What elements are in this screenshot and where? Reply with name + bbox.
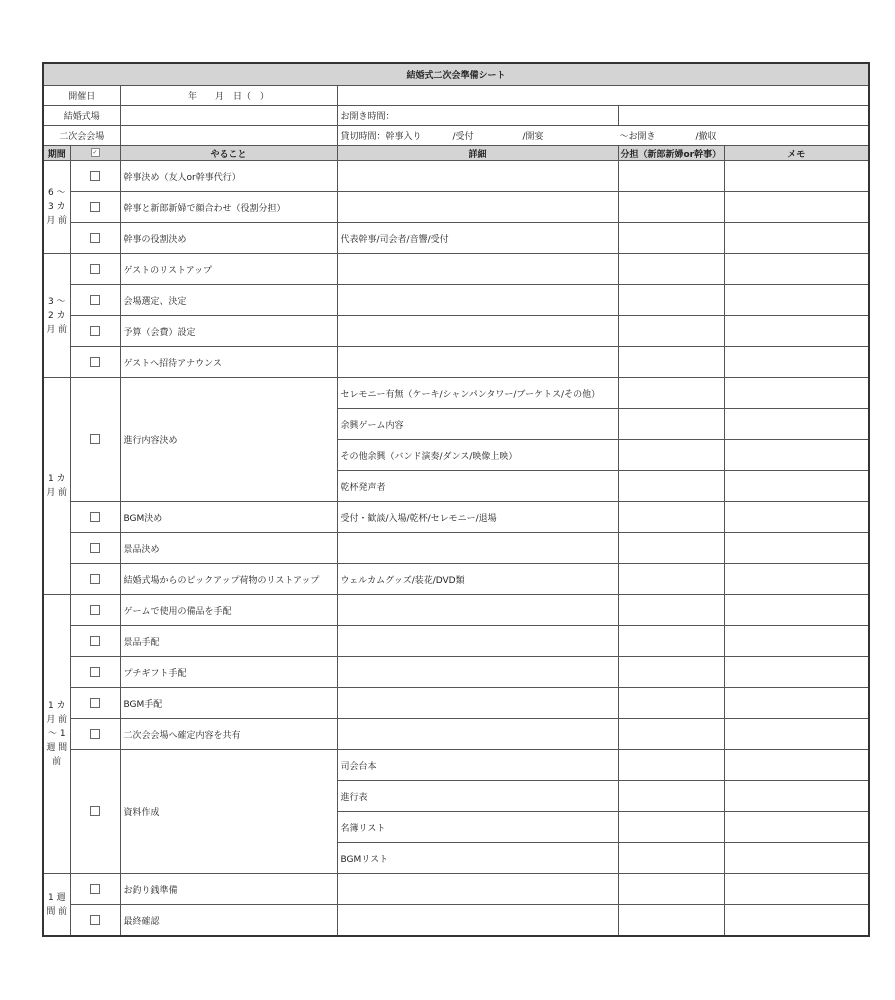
- rental-time-field[interactable]: [337, 126, 869, 146]
- preparation-sheet-table: [42, 62, 870, 937]
- assignee-cell[interactable]: [618, 657, 724, 688]
- assignee-cell[interactable]: [618, 471, 724, 502]
- memo-cell[interactable]: [724, 409, 869, 440]
- assignee-cell[interactable]: [618, 533, 724, 564]
- assignee-cell[interactable]: [618, 378, 724, 409]
- checkbox[interactable]: [90, 915, 100, 925]
- assignee-cell[interactable]: [618, 905, 724, 937]
- memo-cell[interactable]: [724, 874, 869, 905]
- date-label: 開催日: [43, 86, 120, 106]
- table-row: [43, 502, 869, 533]
- task-cell: ゲストのリストアップ: [120, 254, 337, 285]
- table-row: [43, 564, 869, 595]
- table-row: [43, 750, 869, 781]
- assignee-cell[interactable]: [618, 626, 724, 657]
- detail-cell[interactable]: 司会台本: [337, 750, 618, 781]
- column-header-period: 期間: [43, 146, 70, 161]
- detail-cell[interactable]: セレモニー有無（ケーキ/シャンパンタワー/ブーケトス/その他）: [337, 378, 618, 409]
- checkbox-cell[interactable]: [70, 533, 120, 564]
- detail-cell[interactable]: [337, 719, 618, 750]
- task-cell: 資料作成: [120, 750, 337, 874]
- memo-cell[interactable]: [724, 843, 869, 874]
- date-field[interactable]: 年 月 日（ ）: [120, 86, 337, 106]
- assignee-cell[interactable]: [618, 781, 724, 812]
- memo-cell[interactable]: [724, 161, 869, 192]
- party-venue-field[interactable]: [120, 126, 337, 146]
- assignee-cell[interactable]: [618, 564, 724, 595]
- column-header-row: [43, 146, 869, 161]
- assignee-cell[interactable]: [618, 285, 724, 316]
- memo-cell[interactable]: [724, 378, 869, 409]
- period-cell: 6 〜 3 カ 月 前: [43, 161, 70, 254]
- checkbox[interactable]: [90, 434, 100, 444]
- checkbox[interactable]: [90, 806, 100, 816]
- checkbox-cell[interactable]: [70, 161, 120, 192]
- assignee-cell[interactable]: [618, 874, 724, 905]
- table-row: [43, 285, 869, 316]
- assignee-cell[interactable]: [618, 502, 724, 533]
- detail-cell[interactable]: 名簿リスト: [337, 812, 618, 843]
- table-row: [43, 533, 869, 564]
- ohiraki-time-label: お開き時間：: [337, 106, 618, 126]
- memo-cell[interactable]: [724, 564, 869, 595]
- detail-cell[interactable]: [337, 316, 618, 347]
- assignee-cell[interactable]: [618, 347, 724, 378]
- detail-cell[interactable]: [337, 595, 618, 626]
- checkbox[interactable]: [90, 326, 100, 336]
- detail-cell[interactable]: ウェルカムグッズ/装花/DVD類: [337, 564, 618, 595]
- checkbox-cell[interactable]: [70, 254, 120, 285]
- column-header-memo: メモ: [724, 146, 869, 161]
- detail-cell[interactable]: その他余興（バンド演奏/ダンス/映像上映）: [337, 440, 618, 471]
- checkbox-cell[interactable]: [70, 378, 120, 502]
- teardown-time-label: /撤収: [695, 132, 717, 142]
- task-cell: 進行内容決め: [120, 378, 337, 502]
- detail-cell[interactable]: [337, 905, 618, 937]
- detail-cell[interactable]: [337, 254, 618, 285]
- checkbox[interactable]: [90, 233, 100, 243]
- assignee-cell[interactable]: [618, 409, 724, 440]
- checkbox[interactable]: [90, 698, 100, 708]
- memo-cell[interactable]: [724, 316, 869, 347]
- table-row: [43, 161, 869, 192]
- wedding-venue-label: 結婚式場: [43, 106, 120, 126]
- period-cell: 1 カ 月 前 〜 1 週 間 前: [43, 595, 70, 874]
- table-row: [43, 905, 869, 937]
- checkbox-cell[interactable]: [70, 595, 120, 626]
- memo-cell[interactable]: [724, 719, 869, 750]
- task-cell: 幹事決め（友人or幹事代行）: [120, 161, 337, 192]
- memo-cell[interactable]: [724, 223, 869, 254]
- detail-cell[interactable]: [337, 626, 618, 657]
- memo-cell[interactable]: [724, 347, 869, 378]
- task-cell: プチギフト手配: [120, 657, 337, 688]
- checkbox-cell[interactable]: [70, 285, 120, 316]
- assignee-cell[interactable]: [618, 440, 724, 471]
- task-cell: 予算（会費）設定: [120, 316, 337, 347]
- table-row: [43, 657, 869, 688]
- detail-cell[interactable]: 代表幹事/司会者/音響/受付: [337, 223, 618, 254]
- party-venue-label: 二次会会場: [43, 126, 120, 146]
- assignee-cell[interactable]: [618, 719, 724, 750]
- assignee-cell[interactable]: [618, 316, 724, 347]
- checkbox-cell[interactable]: [70, 750, 120, 874]
- table-row: [43, 595, 869, 626]
- detail-cell[interactable]: 余興ゲーム内容: [337, 409, 618, 440]
- memo-cell[interactable]: [724, 440, 869, 471]
- checkbox[interactable]: [90, 636, 100, 646]
- checkbox-cell[interactable]: [70, 657, 120, 688]
- memo-cell[interactable]: [724, 192, 869, 223]
- task-cell: BGM決め: [120, 502, 337, 533]
- memo-cell[interactable]: [724, 812, 869, 843]
- checkbox[interactable]: [90, 512, 100, 522]
- task-cell: 二次会会場へ確定内容を共有: [120, 719, 337, 750]
- detail-cell[interactable]: [337, 347, 618, 378]
- checkbox-cell[interactable]: [70, 626, 120, 657]
- assignee-cell[interactable]: [618, 595, 724, 626]
- assignee-cell[interactable]: [618, 254, 724, 285]
- table-row: [43, 378, 869, 409]
- task-cell: BGM手配: [120, 688, 337, 719]
- task-cell: 景品手配: [120, 626, 337, 657]
- sheet-title: 結婚式二次会準備シート: [43, 63, 869, 86]
- table-row: [43, 347, 869, 378]
- column-header-check: [70, 146, 120, 161]
- detail-cell[interactable]: [337, 657, 618, 688]
- memo-cell[interactable]: [724, 502, 869, 533]
- checkbox-cell[interactable]: [70, 905, 120, 937]
- ohiraki-time-field[interactable]: [618, 106, 869, 126]
- wedding-venue-field[interactable]: [120, 106, 337, 126]
- checkbox[interactable]: [90, 171, 100, 181]
- assignee-cell[interactable]: [618, 688, 724, 719]
- checkbox[interactable]: [90, 884, 100, 894]
- table-row: [43, 719, 869, 750]
- task-cell: ゲストへ招待アナウンス: [120, 347, 337, 378]
- assignee-cell[interactable]: [618, 812, 724, 843]
- checkbox-cell[interactable]: [70, 502, 120, 533]
- column-header-assignee: 分担（新郎新婦or幹事）: [618, 146, 724, 161]
- detail-cell[interactable]: [337, 533, 618, 564]
- detail-cell[interactable]: BGMリスト: [337, 843, 618, 874]
- checkbox[interactable]: [90, 543, 100, 553]
- task-cell: 幹事と新郎新婦で顔合わせ（役割分担）: [120, 192, 337, 223]
- table-row: [43, 688, 869, 719]
- detail-cell[interactable]: 進行表: [337, 781, 618, 812]
- memo-cell[interactable]: [724, 254, 869, 285]
- memo-cell[interactable]: [724, 471, 869, 502]
- assignee-cell[interactable]: [618, 192, 724, 223]
- memo-cell[interactable]: [724, 595, 869, 626]
- column-header-task: やること: [120, 146, 337, 161]
- assignee-cell[interactable]: [618, 223, 724, 254]
- checkbox-cell[interactable]: [70, 719, 120, 750]
- table-row: [43, 316, 869, 347]
- table-row: [43, 192, 869, 223]
- checkbox-cell[interactable]: [70, 223, 120, 254]
- table-row: [43, 626, 869, 657]
- task-cell: 最終確認: [120, 905, 337, 937]
- detail-cell[interactable]: 乾杯発声者: [337, 471, 618, 502]
- assignee-cell[interactable]: [618, 843, 724, 874]
- memo-cell[interactable]: [724, 657, 869, 688]
- task-cell: 景品決め: [120, 533, 337, 564]
- checkbox-cell[interactable]: [70, 564, 120, 595]
- detail-cell[interactable]: [337, 874, 618, 905]
- memo-cell[interactable]: [724, 285, 869, 316]
- checkbox[interactable]: [90, 264, 100, 274]
- assignee-cell[interactable]: [618, 161, 724, 192]
- checkbox-cell[interactable]: [70, 192, 120, 223]
- detail-cell[interactable]: [337, 192, 618, 223]
- checkbox[interactable]: [90, 357, 100, 367]
- checkmark-icon: ✓: [92, 149, 98, 156]
- assignee-cell[interactable]: [618, 750, 724, 781]
- memo-cell[interactable]: [724, 626, 869, 657]
- checkbox[interactable]: [90, 667, 100, 677]
- memo-cell[interactable]: [724, 750, 869, 781]
- checkbox-cell[interactable]: [70, 347, 120, 378]
- checkbox-cell[interactable]: [70, 688, 120, 719]
- reception-time-label: /受付: [452, 132, 474, 142]
- task-cell: お釣り銭準備: [120, 874, 337, 905]
- checkbox[interactable]: [90, 605, 100, 615]
- task-cell: 会場選定、決定: [120, 285, 337, 316]
- memo-cell[interactable]: [724, 905, 869, 937]
- task-cell: ゲームで使用の備品を手配: [120, 595, 337, 626]
- checkbox[interactable]: [90, 295, 100, 305]
- date-extra-field[interactable]: [337, 86, 869, 106]
- memo-cell[interactable]: [724, 781, 869, 812]
- task-cell: 結婚式場からのピックアップ荷物のリストアップ: [120, 564, 337, 595]
- checkbox-cell[interactable]: [70, 874, 120, 905]
- table-row: [43, 223, 869, 254]
- table-row: [43, 254, 869, 285]
- checkbox-cell[interactable]: [70, 316, 120, 347]
- checkbox[interactable]: [90, 202, 100, 212]
- detail-cell[interactable]: 受付・歓談/入場/乾杯/セレモニー/退場: [337, 502, 618, 533]
- opening-time-label: /開宴: [522, 132, 544, 142]
- memo-cell[interactable]: [724, 688, 869, 719]
- ohiraki-time-sub-label: ～お開き: [619, 132, 656, 142]
- checkbox[interactable]: [90, 574, 100, 584]
- table-row: [43, 874, 869, 905]
- detail-cell[interactable]: [337, 688, 618, 719]
- task-cell: 幹事の役割決め: [120, 223, 337, 254]
- period-cell: 3 〜 2 カ 月 前: [43, 254, 70, 378]
- detail-cell[interactable]: [337, 285, 618, 316]
- period-cell: 1 カ 月 前: [43, 378, 70, 595]
- period-cell: 1 週 間 前: [43, 874, 70, 937]
- checkbox[interactable]: [90, 729, 100, 739]
- detail-cell[interactable]: [337, 161, 618, 192]
- memo-cell[interactable]: [724, 533, 869, 564]
- column-header-detail: 詳細: [337, 146, 618, 161]
- rental-time-label: 貸切時間：幹事入り: [340, 132, 422, 142]
